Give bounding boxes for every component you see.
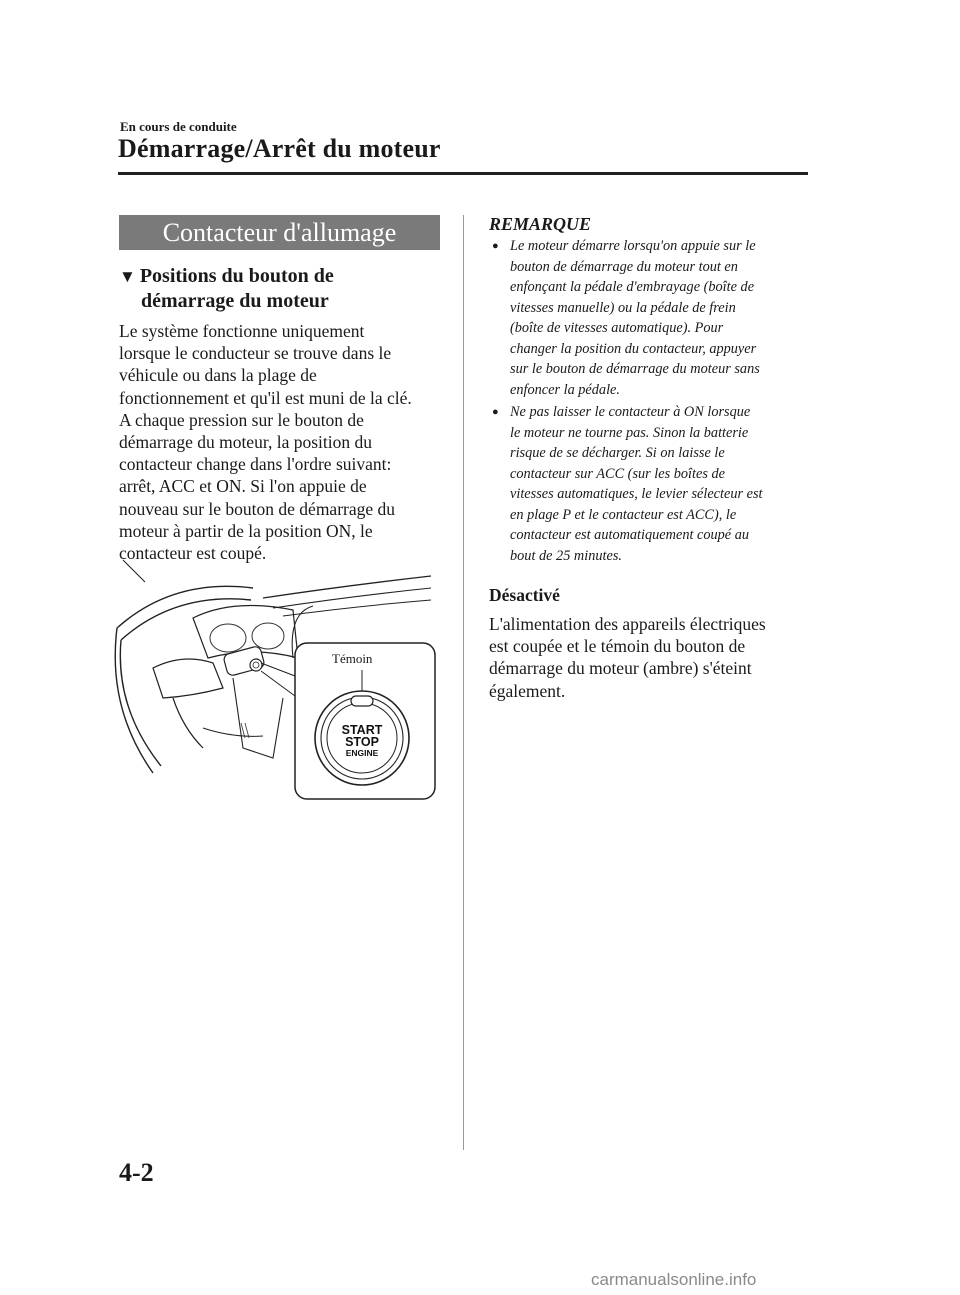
note-line: enfonçant la pédale d'embrayage (boîte de (510, 279, 755, 295)
down-triangle-icon: ▼ (119, 267, 136, 286)
page-title: Démarrage/Arrêt du moteur (118, 134, 441, 163)
note-line: Ne pas laisser le contacteur à ON lorsque (510, 404, 751, 420)
body-line: arrêt, ACC et ON. Si l'on appuie de (119, 476, 367, 497)
note-item (489, 402, 819, 566)
body-line: est coupée et le témoin du bouton de (489, 636, 746, 657)
watermark: carmanualsonline.info (591, 1270, 757, 1289)
button-label-start: START (341, 723, 383, 737)
body-line: moteur à partir de la position ON, le (119, 520, 373, 541)
body-paragraph (119, 320, 449, 564)
body-line: nouveau sur le bouton de démarrage du (119, 498, 396, 519)
body-line: lorsque le conducteur se trouve dans le (119, 343, 392, 364)
bullet-icon: ● (492, 240, 499, 252)
subheading-line-1: Positions du bouton de (139, 265, 334, 287)
note-line: vitesses automatiques, le levier sélecteur est (510, 486, 763, 502)
desactive-heading: Désactivé (489, 585, 560, 605)
note-line: Le moteur démarre lorsqu'on appuie sur le (510, 238, 756, 254)
note-line: contacteur sur ACC (sur les boîtes de (510, 465, 725, 482)
title-divider (118, 172, 808, 175)
body-line: A chaque pression sur le bouton de (119, 409, 364, 430)
body-line: fonctionnement et qu'il est muni de la clé. (119, 387, 412, 408)
indicator-callout-label: Témoin (332, 651, 373, 666)
note-line: changer la position du contacteur, appuyer (510, 340, 757, 357)
body-line: démarrage du moteur, la position du (119, 432, 372, 453)
body-line: L'alimentation des appareils électriques (489, 614, 766, 634)
note-line: enfoncer la pédale. (510, 381, 620, 398)
dashboard-illustration (113, 558, 443, 806)
note-line: vitesses manuelle) ou la pédale de frein (510, 299, 736, 316)
note-line: sur le bouton de démarrage du moteur sans (510, 361, 760, 377)
note-line: en plage P et le contacteur est ACC), le (510, 506, 737, 523)
body-line: Le système fonctionne uniquement (119, 321, 365, 341)
chapter-label: En cours de conduite (120, 119, 237, 134)
button-label-engine: ENGINE (345, 748, 379, 758)
body-line: contacteur change dans l'ordre suivant: (119, 454, 392, 475)
body-line: démarrage du moteur (ambre) s'éteint (489, 658, 752, 679)
note-item (489, 236, 819, 400)
subheading-line-2: démarrage du moteur (141, 290, 329, 312)
note-line: le moteur ne tourne pas. Sinon la batterie (510, 424, 749, 441)
column-divider (463, 215, 464, 1150)
note-line: bout de 25 minutes. (510, 547, 622, 564)
body-line: contacteur est coupé. (119, 543, 267, 564)
subheading (119, 264, 449, 313)
body-line: véhicule ou dans la plage de (119, 365, 317, 386)
note-line: contacteur est automatiquement coupé au (510, 527, 750, 543)
note-line: risque de se décharger. Si on laisse le (510, 445, 725, 461)
note-line: bouton de démarrage du moteur tout en (510, 258, 738, 275)
section-title: Contacteur d'allumage (119, 215, 440, 250)
note-heading: REMARQUE (489, 214, 592, 234)
bullet-icon: ● (492, 406, 499, 418)
page-number: 4-2 (119, 1158, 154, 1187)
button-label-stop: STOP (345, 735, 379, 749)
desactive-paragraph (489, 613, 819, 702)
body-line: également. (489, 680, 566, 701)
note-list (489, 236, 819, 568)
note-line: (boîte de vitesses automatique). Pour (510, 320, 724, 336)
